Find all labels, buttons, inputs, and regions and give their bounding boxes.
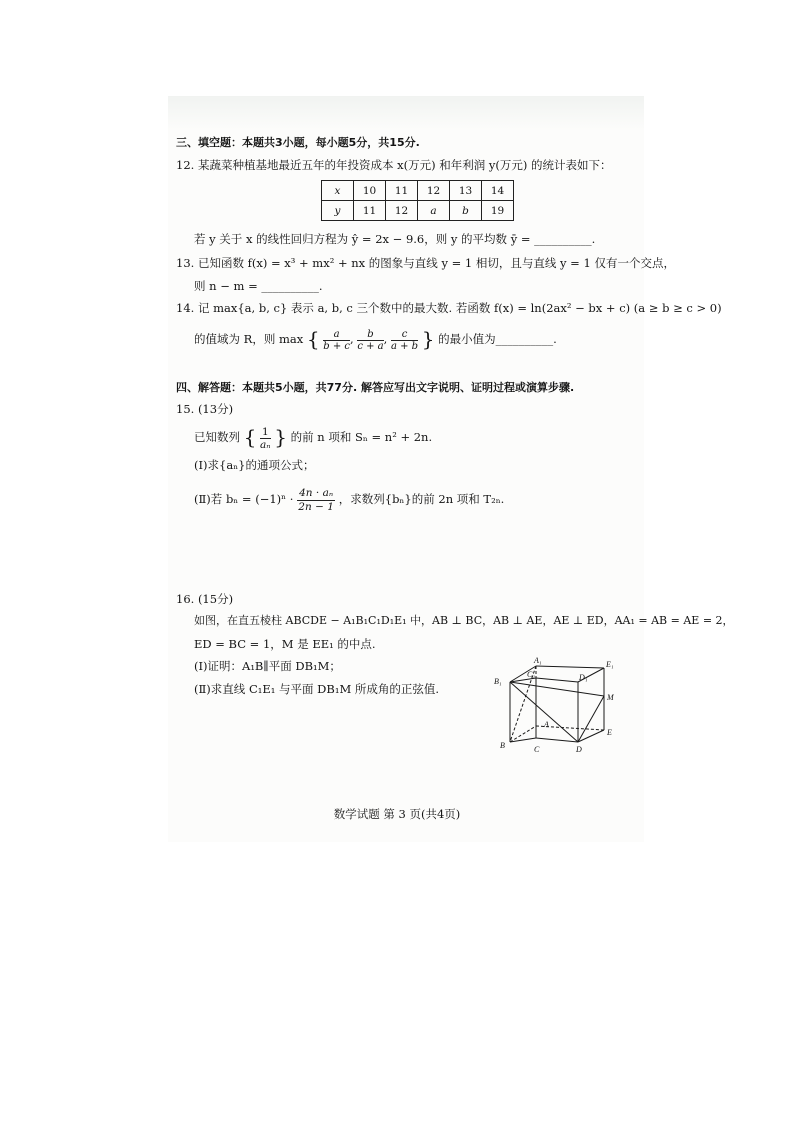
fraction-numerator: b	[357, 329, 383, 341]
table-cell: 10	[354, 181, 386, 201]
edge-b-c	[510, 738, 536, 742]
table-cell: 12	[386, 201, 418, 221]
table-cell: 13	[450, 181, 482, 201]
fraction-denominator: aₙ	[260, 438, 271, 451]
q16-number: 16. (15分)	[176, 592, 234, 606]
label-e: E	[607, 728, 612, 737]
fraction-denominator: b + c	[323, 340, 351, 352]
q15-part1: (Ⅰ)求{aₙ}的通项公式；	[194, 458, 315, 472]
table-cell: a	[418, 201, 450, 221]
table-cell: 14	[482, 181, 514, 201]
q14-fraction-3	[391, 329, 418, 352]
q14-fraction-2	[357, 329, 383, 352]
fraction-numerator: 4n · aₙ	[299, 486, 334, 499]
label-e1: E₁	[606, 660, 614, 669]
page-footer: 数学试题 第 3 页(共4页)	[333, 807, 461, 821]
table-cell: 12	[418, 181, 450, 201]
q15-part2-prefix: (Ⅱ)若 bₙ = (−1)ⁿ ·	[194, 492, 294, 506]
label-a: A	[544, 720, 549, 729]
fraction-numerator: 1	[261, 425, 269, 438]
prism-figure	[492, 654, 624, 760]
table-cell: y	[322, 201, 354, 221]
fraction-denominator: c + a	[357, 340, 384, 352]
q14-fraction-1	[323, 329, 350, 352]
label-c: C	[534, 745, 540, 754]
edge-a1-e1	[536, 666, 604, 668]
q15-part2-suffix: ，求数列{bₙ}的前 2n 项和 T₂ₙ.	[338, 492, 505, 506]
label-b: B	[500, 741, 505, 750]
label-a1: A₁	[534, 656, 542, 665]
edge-c-d	[536, 738, 578, 742]
fraction-numerator: a	[323, 329, 350, 341]
label-b1: B₁	[494, 677, 502, 686]
q14-line2-suffix: 的最小值为__________.	[438, 332, 557, 346]
q15-number: 15. (13分)	[176, 402, 234, 416]
table-cell: 19	[482, 201, 514, 221]
label-m: M	[607, 693, 614, 702]
q15-given-suffix: 的前 n 项和 Sₙ = n² + 2n.	[290, 430, 433, 444]
q14-line2: 的值域为 R，则 max { $\frac{a}{b + c}$ , $\frac{b}{c + a}$ , $\frac{c}{a + b}$ } 的最小值为__________.	[194, 327, 557, 352]
section3-heading: 三、填空题：本题共3小题，每小题5分，共15分.	[176, 136, 420, 149]
q16-line1: 如图，在直五棱柱 ABCDE − A₁B₁C₁D₁E₁ 中，AB ⊥ BC，AB ⊥ AE，AE ⊥ ED，AA₁ = AB = AE = 2，	[194, 614, 734, 627]
sequence-fraction	[260, 426, 271, 451]
table-row	[322, 181, 514, 201]
q15-part2	[194, 484, 504, 514]
q12-stem: 12. 某蔬菜种植基地最近五年的年投资成本 x(万元) 和年利润 y(万元) 的统计表如下：	[176, 158, 612, 172]
q14-line2-prefix: 的值域为 R，则 max	[194, 332, 304, 346]
fraction-denominator: 2n − 1	[298, 500, 334, 513]
q12-question: 若 y 关于 x 的线性回归方程为 ŷ = 2x − 9.6，则 y 的平均数 ȳ = __________.	[194, 232, 596, 246]
table-cell: b	[450, 201, 482, 221]
fraction-numerator: c	[391, 329, 418, 341]
edge-c1-d1	[536, 678, 578, 682]
q14-line1: 14. 记 max{a, b, c} 表示 a, b, c 三个数中的最大数. 若函数 f(x) = ln(2ax² − bx + c) (a ≥ b ≥ c > 0)	[176, 301, 722, 315]
label-d1: D₁	[579, 673, 588, 682]
label-d: D	[576, 745, 582, 754]
fraction-denominator: a + b	[390, 340, 419, 352]
q15-given: 已知数列 { $\frac{1}{\text{aₙ}}$ } 的前 n 项和 Sₙ = n² + 2n.	[194, 425, 433, 451]
segment-d-m	[578, 696, 604, 742]
table-cell: 11	[354, 201, 386, 221]
q16-part2: (Ⅱ)求直线 C₁E₁ 与平面 DB₁M 所成角的正弦值.	[194, 682, 440, 696]
part2-fraction	[297, 487, 335, 514]
table-cell: x	[322, 181, 354, 201]
section4-heading: 四、解答题：本题共5小题，共77分. 解答应写出文字说明、证明过程或演算步骤.	[176, 381, 575, 394]
table-row	[322, 201, 514, 221]
q16-line2: ED = BC = 1，M 是 EE₁ 的中点.	[194, 637, 376, 651]
q15-given-prefix: 已知数列	[194, 430, 240, 444]
q16-part1: (Ⅰ)证明：A₁B∥平面 DB₁M；	[194, 659, 341, 673]
statistics-table	[321, 180, 514, 221]
label-c1: C₁	[527, 670, 536, 679]
table-cell: 11	[386, 181, 418, 201]
q13-line2: 则 n − m = __________.	[194, 279, 323, 293]
q13-line1: 13. 已知函数 f(x) = x³ + mx² + nx 的图象与直线 y = 1 相切，且与直线 y = 1 仅有一个交点，	[176, 256, 675, 270]
